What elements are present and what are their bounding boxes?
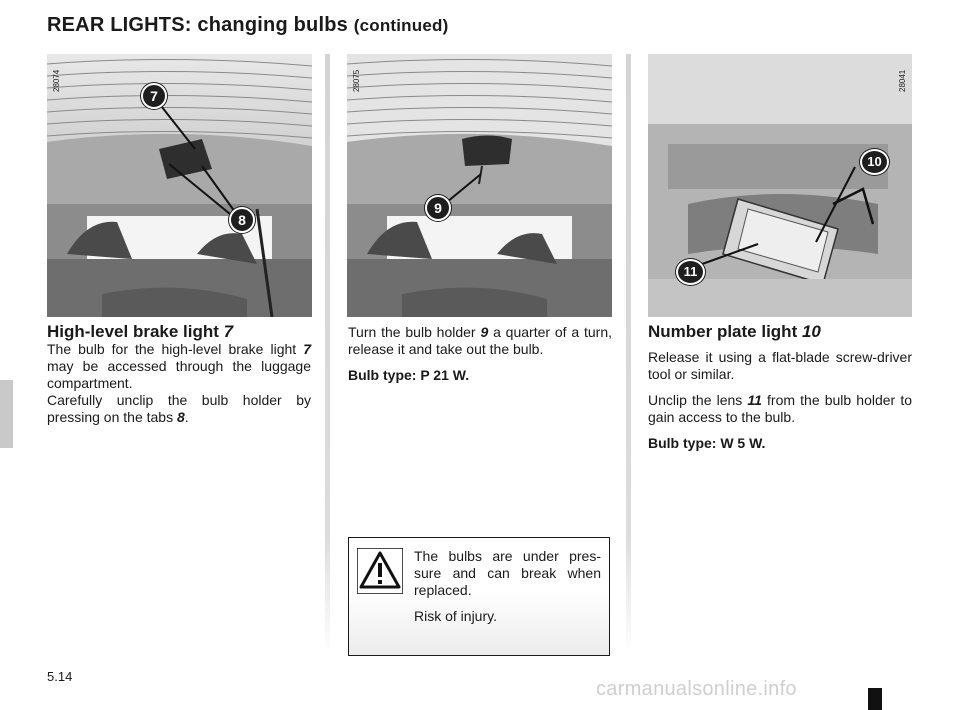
callout-7: 7 [141, 83, 167, 109]
paragraph [648, 392, 912, 426]
text: . [184, 409, 189, 425]
page-number: 5.14 [47, 669, 73, 684]
corner-mark [868, 688, 882, 710]
text: a quarter of a turn, release it and take out the bulb. [348, 324, 612, 357]
bulb-type: Bulb type: W 5 W. [648, 435, 766, 451]
brake-light-text [47, 341, 311, 435]
heading-text: High-level brake light [47, 322, 219, 341]
paragraph [348, 324, 612, 358]
heading-ref: 10 [801, 322, 821, 341]
bulb-holder-text [348, 324, 612, 393]
page-title-main: REAR LIGHTS: changing bulbs [47, 14, 348, 36]
section-thumb-tab [0, 380, 13, 448]
page-title-continued: (continued) [353, 16, 449, 35]
column-divider [626, 54, 631, 654]
text: Carefully unclip the bulb holder by pressing on the tabs [47, 392, 311, 425]
heading-text: Number plate light [648, 322, 798, 341]
text: Unclip the lens [648, 392, 743, 408]
callout-8: 8 [229, 207, 255, 233]
callout-11: 11 [676, 259, 705, 285]
bulb-type: Bulb type: P 21 W. [348, 367, 470, 383]
brake-light-photo [47, 54, 312, 317]
warning-line: Risk of injury. [414, 608, 497, 624]
watermark: carmanualsonline.info [596, 678, 797, 700]
warning-text [414, 548, 601, 634]
callout-10: 10 [860, 149, 889, 175]
bulb-holder-photo [347, 54, 612, 317]
heading-ref: 7 [223, 322, 234, 341]
warning-line: The bulbs are under pres-sure and can break when replaced. [414, 548, 601, 598]
brake-light-heading [47, 322, 233, 342]
warning-triangle-icon [357, 548, 403, 594]
paragraph [47, 341, 311, 392]
ref: 9 [480, 324, 489, 340]
column-divider [325, 54, 330, 654]
number-plate-heading [648, 322, 821, 342]
text: from the bulb holder to gain access to the bulb. [648, 392, 912, 425]
page-title [47, 14, 448, 37]
paragraph [47, 392, 311, 426]
photo-reference-number: 28041 [898, 69, 907, 92]
number-plate-light-photo [648, 54, 912, 317]
text: may be accessed through the luggage compartment. [47, 358, 311, 391]
paragraph: Release it using a flat-blade screw-driver tool or similar. [648, 349, 912, 382]
ref: 7 [303, 341, 312, 357]
ref: 11 [747, 392, 762, 408]
photo-reference-number: 28075 [352, 69, 361, 92]
text: The bulb for the high-level brake light [47, 341, 297, 357]
text: Turn the bulb holder [348, 324, 476, 340]
number-plate-text [648, 349, 912, 461]
warning-box [348, 537, 610, 656]
callout-9: 9 [425, 195, 451, 221]
photo-reference-number: 28074 [52, 69, 61, 92]
ref: 8 [176, 409, 185, 425]
